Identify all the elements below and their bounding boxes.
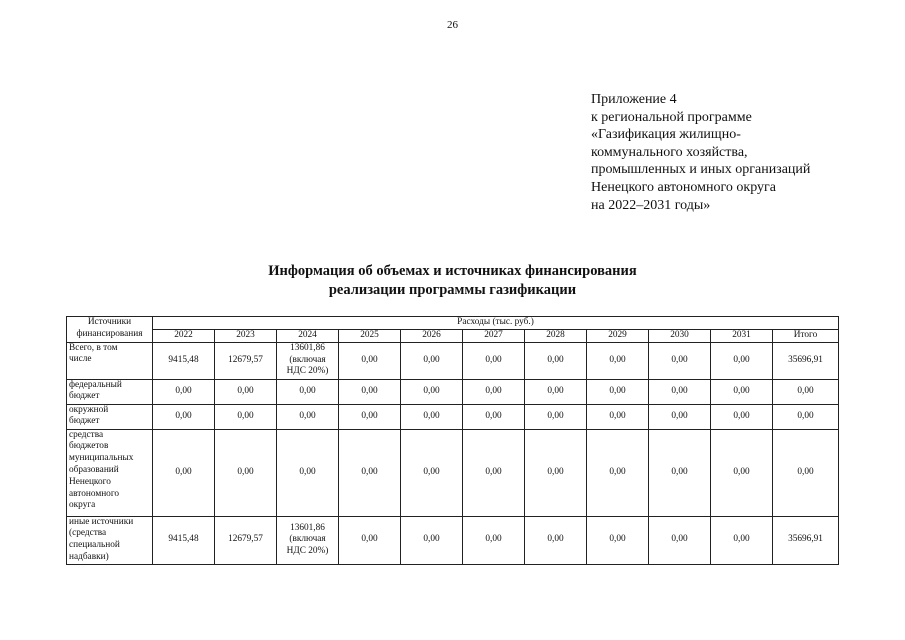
value-cell: 0,00 [277, 429, 339, 516]
appendix-line: к региональной программе [591, 109, 752, 125]
value-cell: 0,00 [339, 516, 401, 564]
row-label [67, 379, 153, 404]
financing-table [66, 316, 839, 565]
header-year: 2025 [339, 329, 401, 342]
value-cell: 0,00 [463, 342, 525, 379]
value-cell: 12679,57 [215, 342, 277, 379]
header-year: 2028 [525, 329, 587, 342]
appendix-line: Приложение 4 [591, 92, 677, 107]
total-cell: 0,00 [773, 404, 839, 429]
value-cell: 0,00 [463, 404, 525, 429]
value-cell: 0,00 [401, 404, 463, 429]
row-label-line: образований [69, 464, 119, 475]
title-line: реализации программы газификации [328, 282, 577, 298]
title-line: Информация об объемах и источниках финансирования [268, 263, 637, 279]
value-cell: 0,00 [153, 429, 215, 516]
note-line: НДС 20%) [286, 545, 329, 556]
value-cell: 0,00 [153, 379, 215, 404]
value-cell: 0,00 [215, 429, 277, 516]
row-label-line: Ненецкого [69, 476, 111, 487]
total-cell: 35696,91 [773, 516, 839, 564]
value-cell: 0,00 [711, 404, 773, 429]
value-cell: 0,00 [463, 429, 525, 516]
value-cell: 0,00 [587, 429, 649, 516]
header-year: 2027 [463, 329, 525, 342]
row-label [67, 404, 153, 429]
header-year: 2030 [649, 329, 711, 342]
row-label-line: окружной [69, 404, 109, 415]
value-cell: 0,00 [339, 429, 401, 516]
appendix-block [591, 91, 810, 214]
value-cell: 0,00 [401, 379, 463, 404]
appendix-line: промышленных и иных организаций [591, 162, 811, 178]
note-line: 13601,86 [290, 522, 325, 533]
value-cell: 0,00 [649, 516, 711, 564]
appendix-line: коммунального хозяйства, [591, 144, 748, 160]
table-row [67, 429, 839, 516]
note-line: (включая [289, 534, 326, 545]
header-source-line: Источники [87, 317, 132, 327]
value-cell: 0,00 [711, 516, 773, 564]
value-cell: 0,00 [339, 342, 401, 379]
value-cell: 9415,48 [153, 342, 215, 379]
row-label-line: федеральный [69, 379, 122, 390]
header-year: 2026 [401, 329, 463, 342]
value-cell: 0,00 [711, 342, 773, 379]
page-number: 26 [447, 19, 458, 31]
value-cell: 0,00 [587, 342, 649, 379]
row-label [67, 342, 153, 379]
value-cell-2024 [277, 516, 339, 564]
appendix-line: на 2022–2031 годы» [591, 197, 711, 213]
value-cell: 0,00 [525, 429, 587, 516]
value-cell: 0,00 [587, 404, 649, 429]
value-cell: 0,00 [339, 379, 401, 404]
document-title [0, 262, 905, 300]
header-year: 2024 [277, 329, 339, 342]
appendix-line: Ненецкого автономного округа [591, 179, 776, 195]
value-cell: 0,00 [649, 429, 711, 516]
value-cell: 0,00 [277, 379, 339, 404]
row-label-line: бюджет [69, 416, 100, 427]
note-line: НДС 20%) [286, 366, 329, 377]
row-label-line: автономного [69, 488, 120, 499]
value-cell: 0,00 [525, 342, 587, 379]
note-line: 13601,86 [290, 343, 325, 354]
table-row [67, 404, 839, 429]
table-row [67, 516, 839, 564]
row-label-line: числе [69, 354, 92, 365]
note-line: (включая [289, 354, 326, 365]
value-cell: 0,00 [525, 379, 587, 404]
value-cell: 9415,48 [153, 516, 215, 564]
value-cell: 0,00 [587, 379, 649, 404]
header-year: 2031 [711, 329, 773, 342]
value-cell: 0,00 [339, 404, 401, 429]
total-cell: 0,00 [773, 429, 839, 516]
row-label [67, 429, 153, 516]
row-label-line: Всего, в том [69, 342, 118, 353]
value-cell: 0,00 [587, 516, 649, 564]
value-cell: 0,00 [649, 404, 711, 429]
value-cell: 0,00 [277, 404, 339, 429]
value-cell: 0,00 [649, 342, 711, 379]
table-row [67, 342, 839, 379]
row-label-line: бюджетов [69, 441, 109, 452]
value-cell: 0,00 [525, 516, 587, 564]
row-label [67, 516, 153, 564]
row-label-line: муниципальных [69, 453, 134, 464]
row-label-line: надбавки) [69, 551, 109, 562]
value-cell: 0,00 [401, 429, 463, 516]
value-cell: 0,00 [153, 404, 215, 429]
header-source-line: финансирования [76, 328, 143, 339]
value-cell: 0,00 [711, 429, 773, 516]
value-cell: 0,00 [525, 404, 587, 429]
value-cell: 0,00 [401, 342, 463, 379]
total-cell: 35696,91 [773, 342, 839, 379]
value-cell: 0,00 [401, 516, 463, 564]
value-cell: 0,00 [711, 379, 773, 404]
table-row [67, 379, 839, 404]
row-label-line: иные источники [69, 516, 134, 527]
value-cell-2024 [277, 342, 339, 379]
header-expenses: Расходы (тыс. руб.) [153, 317, 839, 330]
value-cell: 0,00 [649, 379, 711, 404]
header-source [67, 317, 153, 343]
header-total: Итого [773, 329, 839, 342]
header-year: 2023 [215, 329, 277, 342]
value-cell: 0,00 [215, 379, 277, 404]
total-cell: 0,00 [773, 379, 839, 404]
value-cell: 0,00 [463, 379, 525, 404]
row-label-line: бюджет [69, 391, 100, 402]
row-label-line: (средства [69, 528, 107, 539]
value-cell: 12679,57 [215, 516, 277, 564]
row-label-line: округа [69, 500, 96, 511]
row-label-line: средства [69, 429, 104, 440]
appendix-line: «Газификация жилищно- [591, 127, 741, 143]
row-label-line: специальной [69, 540, 120, 551]
value-cell: 0,00 [463, 516, 525, 564]
value-cell: 0,00 [215, 404, 277, 429]
header-year: 2029 [587, 329, 649, 342]
header-year: 2022 [153, 329, 215, 342]
